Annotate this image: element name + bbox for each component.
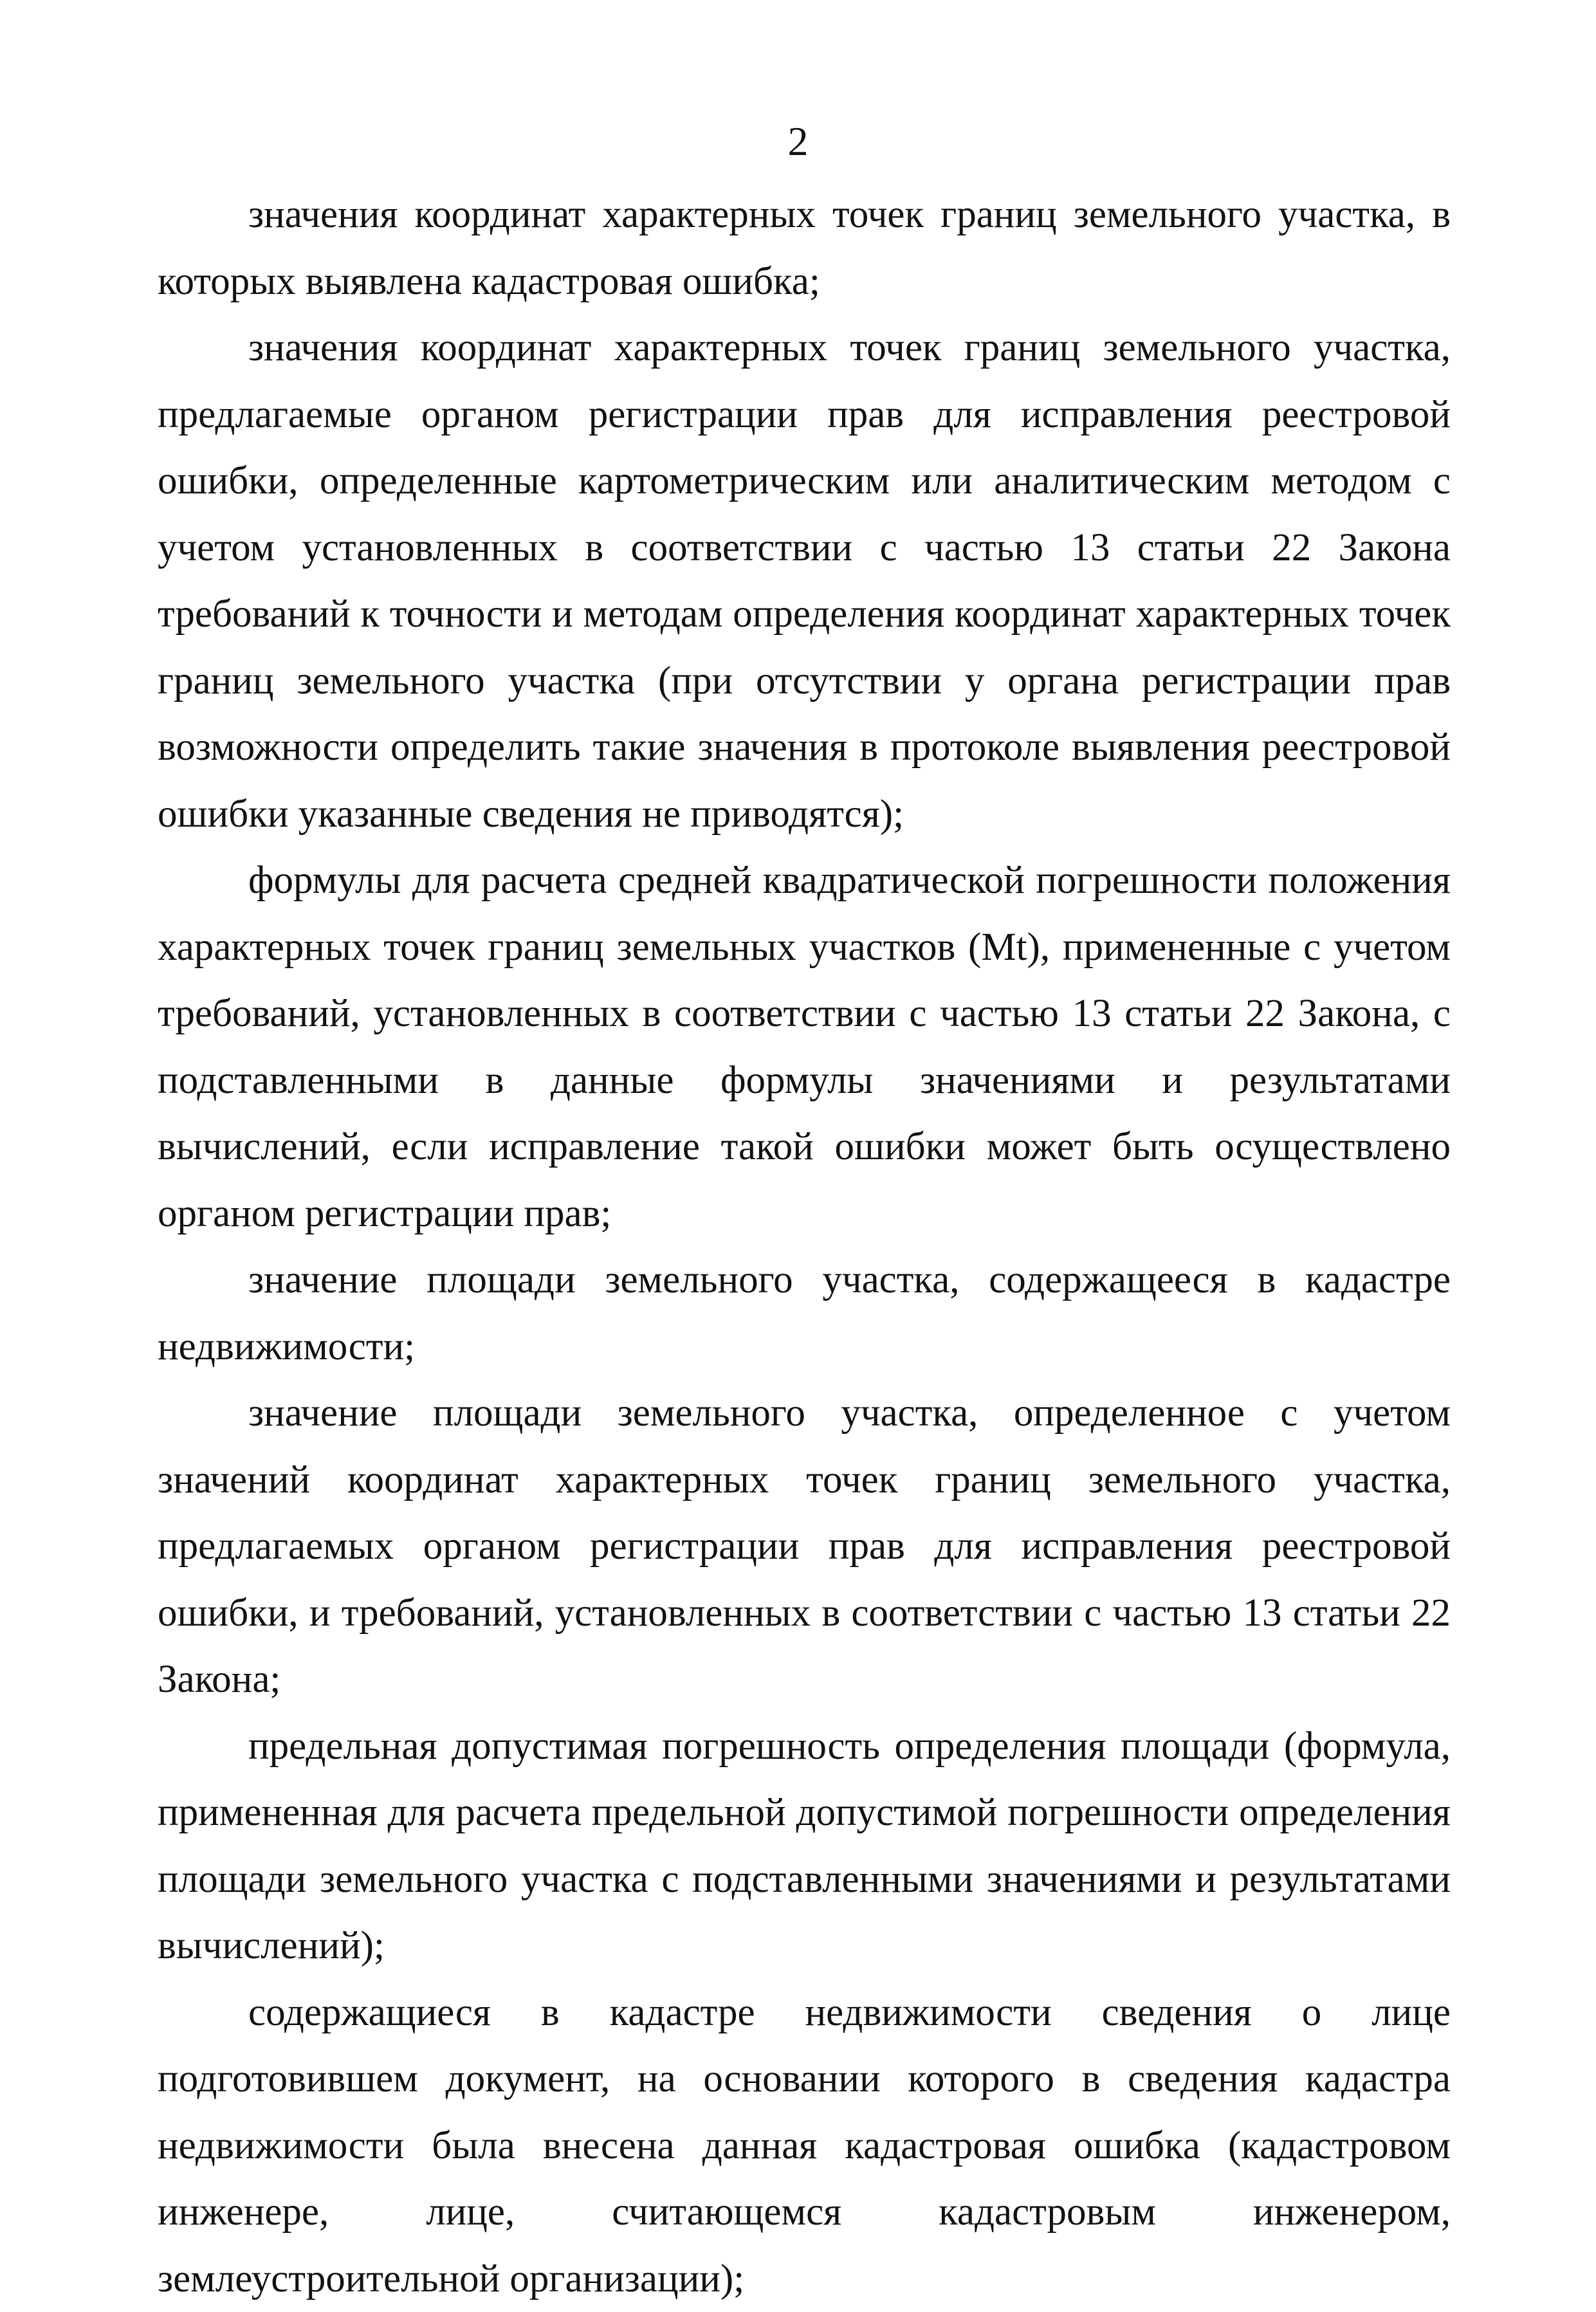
page-number: 2 [0, 116, 1596, 167]
paragraph-area-tolerance: предельная допустимая погрешность определения площади (формула, примененная для расчета предельной допустимой погрешности определения площади земельного участка с подставленными значениями и результатами вычислений); [158, 1713, 1451, 1979]
paragraph-document-author-info: содержащиеся в кадастре недвижимости сведения о лице подготовившем документ, на основании которого в сведения кадастра недвижимости была внесена данная кадастровая ошибка (кадастровом инженере, лице, считающемся кадастровым инженером, землеустроительной организации); [158, 1979, 1451, 2312]
paragraph-coordinates-error-points: значения координат характерных точек границ земельного участка, в которых выявлена кадастровая ошибка; [158, 181, 1451, 315]
paragraph-cadastre-area: значение площади земельного участка, содержащееся в кадастре недвижимости; [158, 1247, 1451, 1380]
paragraph-proposed-coordinates: значения координат характерных точек границ земельного участка, предлагаемые органом регистрации прав для исправления реестровой ошибки, определенные картометрическим или аналитическим методом с учетом установленных в соответствии с частью 13 статьи 22 Закона требований к точности и методам определения координат характерных точек границ земельного участка (при отсутствии у органа регистрации прав возможности определить такие значения в протоколе выявления реестровой ошибки указанные сведения не приводятся); [158, 315, 1451, 847]
paragraph-mean-square-error-formulas: формулы для расчета средней квадратической погрешности положения характерных точек границ земельных участков (Mt), примененные с учетом требований, установленных в соответствии с частью 13 статьи 22 Закона, с подставленными в данные формулы значениями и результатами вычислений, если исправление такой ошибки может быть осуществлено органом регистрации прав; [158, 847, 1451, 1247]
document-body [158, 181, 1451, 2312]
paragraph-determined-area: значение площади земельного участка, определенное с учетом значений координат характерных точек границ земельного участка, предлагаемых органом регистрации прав для исправления реестровой ошибки, и требований, установленных в соответствии с частью 13 статьи 22 Закона; [158, 1380, 1451, 1713]
